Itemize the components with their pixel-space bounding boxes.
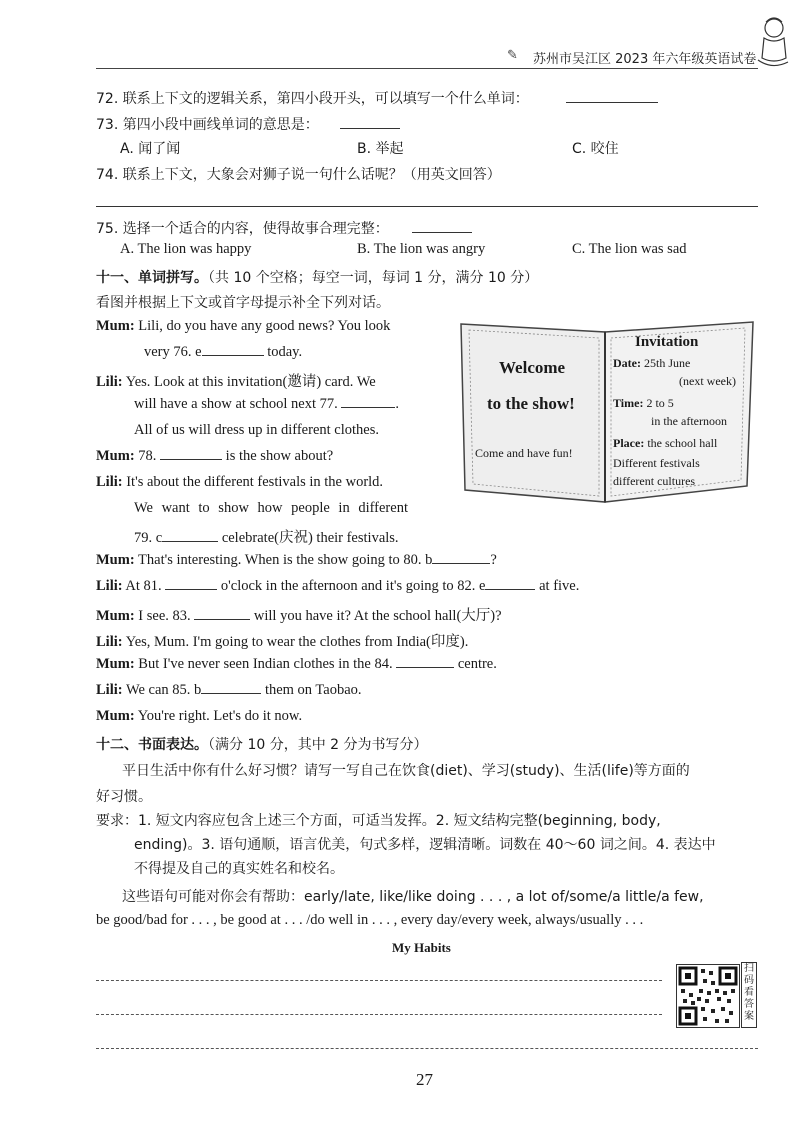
dialogue-line-10: Mum: That's interesting. When is the show going to 80. b ?: [96, 552, 497, 568]
essay-title: My Habits: [392, 940, 451, 955]
option-75b[interactable]: B. The lion was angry: [357, 241, 486, 257]
card-date-next-week: (next week): [679, 374, 736, 388]
section-12-heading: [96, 734, 428, 754]
requirement-line-2: ending)。3. 语句通顺，语言优美，句式多样，逻辑清晰。词数在 40～60 词之间。4. 表达中: [134, 837, 716, 853]
requirement-line-1: 要求：1. 短文内容应包含上述三个方面，可适当发挥。2. 短文结构完整(beginning, body,: [96, 813, 661, 829]
invitation-card-illustration: [455, 318, 761, 506]
answer-blank-83[interactable]: [194, 619, 250, 620]
dialogue-line-2: very 76. e today.: [144, 344, 303, 360]
dialogue-line-7: Lili: It's about the different festivals in the world.: [96, 474, 384, 490]
writing-line-2[interactable]: [96, 1014, 662, 1015]
header-rule: [96, 68, 758, 69]
dialogue-line-1: Mum: Lili, do you have any good news? You look: [96, 318, 391, 334]
card-invitation-title: Invitation: [635, 334, 699, 350]
option-75c[interactable]: C. The lion was sad: [572, 241, 687, 257]
speaker-label: Mum:: [96, 318, 135, 334]
dialogue-line-16: Mum: You're right. Let's do it now.: [96, 708, 303, 724]
answer-blank-81[interactable]: [165, 589, 217, 590]
card-come-have-fun: Come and have fun!: [475, 446, 573, 460]
dialogue-line-5: All of us will dress up in different clothes.: [134, 422, 379, 438]
section-12-note: （满分 10 分，其中 2 分为书写分）: [208, 737, 428, 753]
question-74: 74. 联系上下文，大象会对狮子说一句什么话呢？（用英文回答）: [96, 167, 501, 183]
dialogue-line-12: Mum: I see. 83. will you have it? At the school hall(大厅)?: [96, 608, 502, 624]
writing-line-3[interactable]: [96, 1048, 758, 1049]
dialogue-line-3: Lili: Yes. Look at this invitation(邀请) card. We: [96, 374, 376, 390]
help-line-1: 这些语句可能对你会有帮助：early/late, like/like doing . . . , a lot of/some/a little/a few,: [122, 889, 704, 905]
question-73: 73. 第四小段中画线单词的意思是：: [96, 117, 319, 133]
answer-blank-84[interactable]: [396, 667, 454, 668]
dialogue-line-9: 79. c celebrate(庆祝) their festivals.: [134, 530, 399, 546]
qr-side-label: 扫码看答案: [741, 962, 757, 1028]
dialogue-line-11: Lili: At 81. o'clock in the afternoon and it's going to 82. e at five.: [96, 578, 580, 594]
card-welcome: Welcome: [499, 358, 566, 377]
question-75: 75. 选择一个适合的内容，使得故事合理完整：: [96, 221, 389, 237]
requirement-line-3: 不得提及自己的真实姓名和校名。: [134, 861, 344, 877]
dialogue-line-13: Lili: Yes, Mum. I'm going to wear the clothes from India(印度).: [96, 634, 469, 650]
answer-blank-75[interactable]: [412, 232, 472, 233]
card-time-afternoon: in the afternoon: [651, 414, 727, 428]
card-date: Date: 25th June: [613, 356, 691, 370]
header-title: 苏州市吴江区 2023 年六年级英语试卷: [533, 52, 757, 67]
option-73a[interactable]: A. 闻了闻: [120, 141, 181, 157]
option-73c[interactable]: C. 咬住: [572, 141, 619, 157]
section-11-heading: [96, 267, 538, 287]
card-cultures: different cultures: [613, 474, 696, 488]
dialogue-line-4: will have a show at school next 77. .: [134, 396, 400, 412]
answer-blank-78[interactable]: [160, 459, 222, 460]
dialogue-line-14: Mum: But I've never seen Indian clothes in the 84. centre.: [96, 656, 497, 672]
pen-icon: ✎: [507, 48, 518, 63]
dialogue-line-6: Mum: 78. is the show about?: [96, 448, 334, 464]
answer-blank-76[interactable]: [202, 355, 264, 356]
answer-blank-79[interactable]: [162, 541, 218, 542]
help-line-2: be good/bad for . . . , be good at . . . /do well in . . . , every day/every week, always/usually . . .: [96, 912, 644, 928]
option-75a[interactable]: A. The lion was happy: [120, 241, 252, 257]
section-11-title: 十一、单词拼写。: [96, 270, 208, 286]
card-festivals: Different festivals: [613, 456, 700, 470]
prompt-line-1: 平日生活中你有什么好习惯？请写一写自己在饮食(diet)、学习(study)、生活(life)等方面的: [122, 763, 690, 779]
card-to-the-show: to the show!: [487, 394, 575, 413]
qr-code[interactable]: [676, 964, 740, 1028]
answer-blank-82[interactable]: [485, 589, 535, 590]
prompt-line-2: 好习惯。: [96, 789, 152, 805]
mascot-decoration: [752, 14, 792, 70]
answer-blank-73[interactable]: [340, 128, 400, 129]
section-12-title: 十二、书面表达。: [96, 737, 208, 753]
card-time: Time: 2 to 5: [613, 396, 674, 410]
dialogue-line-15: Lili: We can 85. b them on Taobao.: [96, 682, 362, 698]
dialogue-line-8: We want to show how people in different: [134, 500, 408, 516]
section-11-note: （共 10 个空格；每空一词，每词 1 分，满分 10 分）: [208, 270, 539, 286]
answer-line-74[interactable]: [96, 206, 758, 207]
answer-blank-77[interactable]: [341, 407, 395, 408]
option-73b[interactable]: B. 举起: [357, 141, 404, 157]
page-number: 27: [416, 1070, 433, 1089]
question-72: 72. 联系上下文的逻辑关系，第四小段开头，可以填写一个什么单词：: [96, 91, 529, 107]
section-11-instruction: 看图并根据上下文或首字母提示补全下列对话。: [96, 295, 390, 311]
answer-blank-72[interactable]: [566, 102, 658, 103]
answer-blank-80[interactable]: [432, 563, 490, 564]
answer-blank-85[interactable]: [201, 693, 261, 694]
card-place: Place: the school hall: [613, 436, 718, 450]
writing-line-1[interactable]: [96, 980, 662, 981]
